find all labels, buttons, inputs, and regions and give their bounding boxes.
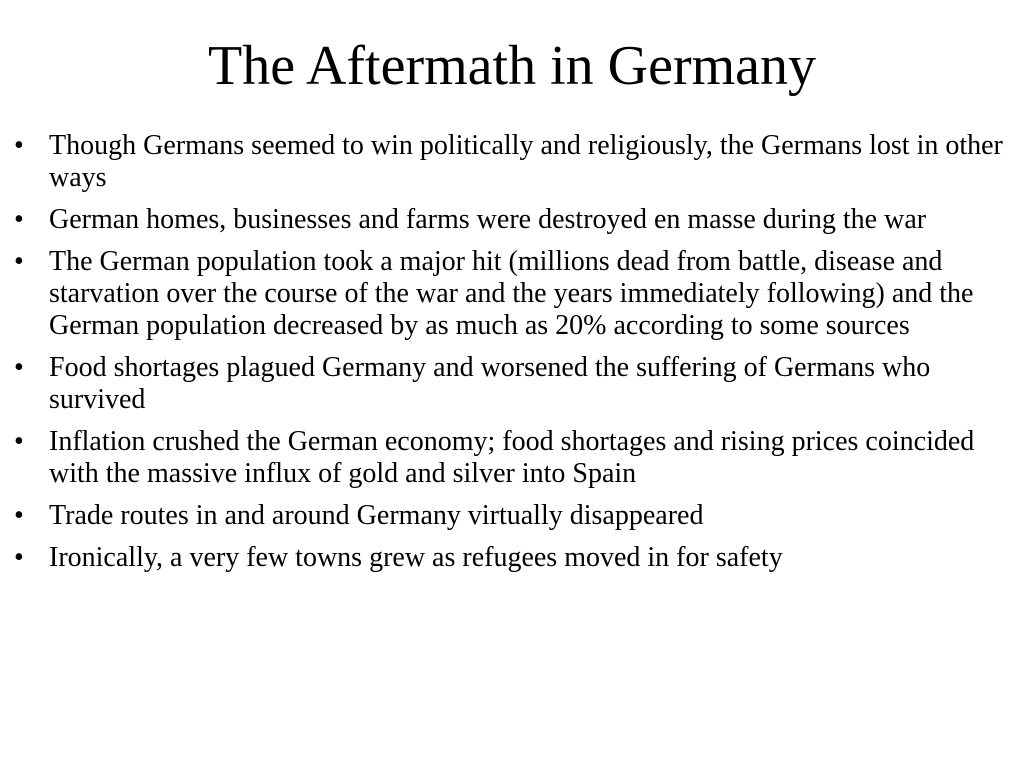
bullet-icon: • bbox=[14, 246, 24, 277]
bullet-text: Trade routes in and around Germany virtually disappeared bbox=[49, 500, 704, 531]
bullet-icon: • bbox=[14, 500, 24, 531]
bullet-item bbox=[14, 130, 1014, 194]
bullet-icon: • bbox=[14, 204, 24, 235]
bullet-text: Though Germans seemed to win politically and religiously, the Germans lost in other ways bbox=[49, 130, 1003, 193]
bullet-item bbox=[14, 426, 1014, 490]
bullet-icon: • bbox=[14, 542, 24, 573]
slide-title: The Aftermath in Germany bbox=[207, 35, 816, 97]
bullet-icon: • bbox=[14, 352, 24, 383]
bullet-item bbox=[14, 204, 1014, 236]
bullet-icon: • bbox=[14, 130, 24, 161]
bullet-item bbox=[14, 542, 1014, 574]
bullet-item bbox=[14, 352, 1014, 416]
bullet-text: Inflation crushed the German economy; food shortages and rising prices coincided with the massive influx of gold and silver into Spain bbox=[49, 426, 975, 489]
bullet-item bbox=[14, 500, 1014, 532]
bullet-text: Ironically, a very few towns grew as refugees moved in for safety bbox=[49, 542, 783, 573]
bullet-item bbox=[14, 246, 1014, 342]
bullet-icon: • bbox=[14, 426, 24, 457]
bullet-list bbox=[14, 130, 1014, 584]
bullet-text: Food shortages plagued Germany and worsened the suffering of Germans who survived bbox=[49, 352, 931, 415]
bullet-text: German homes, businesses and farms were destroyed en masse during the war bbox=[49, 204, 927, 235]
bullet-text: The German population took a major hit (millions dead from battle, disease and starvation over the course of the war and the years immediately following) and the German population decreased by as much as 20% according to some sources bbox=[49, 246, 974, 341]
